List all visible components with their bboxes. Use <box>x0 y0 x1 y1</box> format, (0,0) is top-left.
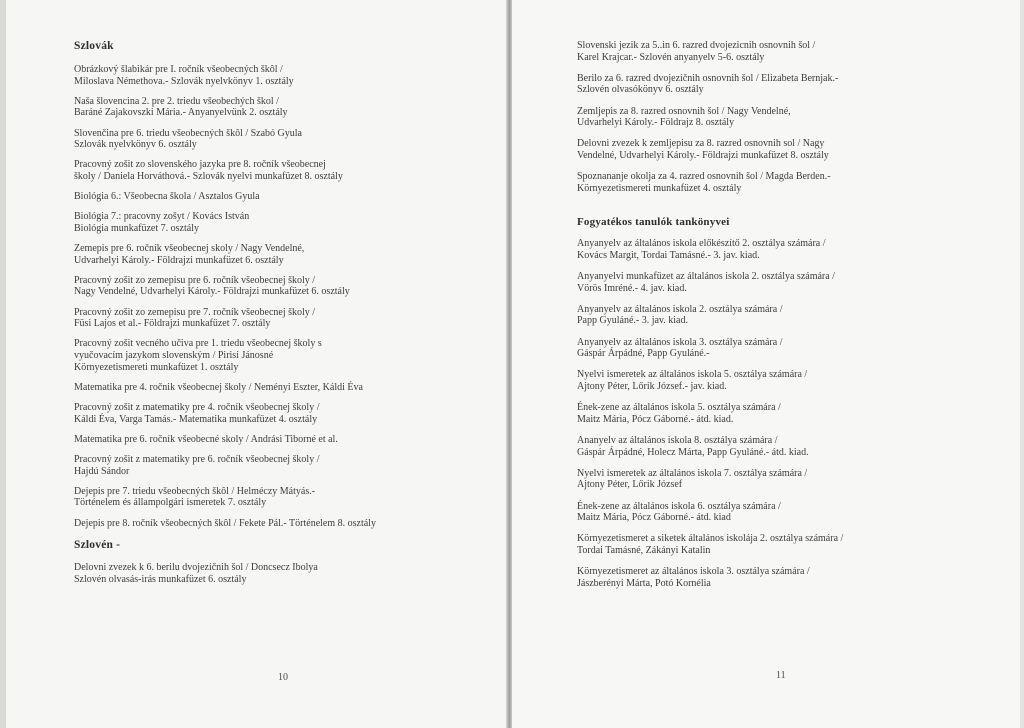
bibliography-entry <box>74 96 474 119</box>
entry-line: Pracovný zošit z matematiky pre 4. ročník všeobecnej školy / <box>74 402 320 413</box>
entry-line: Udvarhelyi Károly.- Földrajzi munkafüzet 6. osztály <box>74 254 284 266</box>
entry-line: školy / Daniela Horváthová.- Szlovák nyelvi munkafüzet 8. osztály <box>74 170 343 182</box>
entry-line: Tordai Tamásné, Zákányi Katalin <box>577 544 711 556</box>
left-sub-entry-list <box>74 562 474 585</box>
entry-line: Anyanyelv az általános iskola előkészítő 2. osztálya számára / <box>577 238 826 250</box>
entry-line: Udvarhelyi Károly.- Földrajz 8. osztály <box>577 117 735 129</box>
entry-line: Obrázkový šlabikár pre I. ročník všeobecných škôl / <box>74 64 283 75</box>
entry-line: Dejepis pre 8. ročník všeobecných škôl / Fekete Pál.- Történelem 8. osztály <box>74 517 376 529</box>
bibliography-entry <box>74 562 474 585</box>
entry-line: Anyanyelv az általános iskola 3. osztálya számára / <box>577 336 783 348</box>
entry-line: Nyelvi ismeretek az általános iskola 7. osztálya számára / <box>577 467 808 479</box>
entry-line: Pracovný zošit zo zemepisu pre 7. ročník všeobecnej školy / <box>74 306 316 318</box>
entry-line: Környezetismeret az általános iskola 3. osztálya számára / <box>577 566 810 578</box>
entry-line: Ananyelv az általános iskola 8. osztálya számára / <box>577 435 778 446</box>
bibliography-entry <box>577 138 987 161</box>
page-number-right: 11 <box>776 670 786 681</box>
entry-line: Gáspár Árpádné, Papp Gyuláné.- <box>577 348 710 360</box>
bibliography-entry <box>74 454 474 477</box>
bibliography-entry <box>577 435 987 458</box>
entry-line: vyučovacím jazykom slovenským / Pirisi Jánosné <box>74 350 274 362</box>
bibliography-entry <box>74 159 474 182</box>
entry-line: Szlovén olvasókönyv 6. osztály <box>577 84 704 96</box>
right-page <box>512 0 1020 728</box>
entry-line: Zemepis pre 6. ročník všeobecnej skoly / Nagy Vendelné, <box>74 243 305 255</box>
entry-line: Pracovný zošit z matematiky pre 6. ročník všeobecnej školy / <box>74 453 320 465</box>
bibliography-entry <box>74 64 474 87</box>
bibliography-entry <box>577 271 987 294</box>
bibliography-entry <box>577 40 987 63</box>
bibliography-entry <box>74 518 474 530</box>
entry-line: Berilo za 6. razred dvojezičnih osnovnih šol / Elizabeta Bernjak.- <box>577 72 839 84</box>
entry-line: Környezetismereti munkafüzet 4. osztály <box>577 182 742 194</box>
bibliography-entry <box>74 211 474 234</box>
bibliography-entry <box>74 434 474 446</box>
bibliography-entry <box>577 369 987 392</box>
entry-line: Biológia 7.: pracovny zošyt / Kovács István <box>74 211 250 223</box>
bibliography-entry <box>577 468 987 491</box>
entry-line: Gáspár Árpádné, Holecz Márta, Papp Gyuláné.- átd. kiad. <box>577 446 809 458</box>
entry-line: Szlovén olvasás-irás munkafüzet 6. osztály <box>74 573 247 585</box>
entry-line: Hajdú Sándor <box>74 465 130 477</box>
bibliography-entry <box>74 402 474 425</box>
bibliography-entry <box>577 106 987 129</box>
entry-line: Történelem és állampolgári ismeretek 7. osztály <box>74 497 267 509</box>
entry-line: Környezetismereti munkafüzet 1. osztály <box>74 361 239 373</box>
entry-line: Vendelné, Udvarhelyi Károly.- Földrajzi munkafüzet 8. osztály <box>577 149 829 161</box>
entry-line: Maitz Mária, Pócz Gáborné.- átd. kiad. <box>577 413 734 425</box>
entry-line: Baráné Zajakovszki Mária.- Anyanyelvünk 2. osztály <box>74 107 288 119</box>
entry-line: Slovenski jezik za 5..in 6. razred dvojezicnih osnovnih šol / <box>577 40 816 51</box>
left-entry-list <box>74 64 474 529</box>
entry-line: Slovenčina pre 6. triedu všeobecných škôl / Szabó Gyula <box>74 127 302 139</box>
entry-line: Maitz Mária, Pócz Gáborné.- átd. kiad <box>577 512 731 524</box>
entry-line: Környezetismeret a siketek általános iskolája 2. osztálya számára / <box>577 533 844 545</box>
bibliography-entry <box>577 73 987 96</box>
entry-line: Karel Krajcar.- Szlovén anyanyelv 5-6. osztály <box>577 51 765 63</box>
entry-line: Káldi Éva, Varga Tamás.- Matematika munkafüzet 4. osztály <box>74 413 318 425</box>
entry-line: Vörös Imréné.- 4. jav. kiad. <box>577 282 687 294</box>
bibliography-entry <box>577 402 987 425</box>
left-page <box>6 0 508 728</box>
left-column <box>74 40 474 594</box>
bibliography-entry <box>577 171 987 194</box>
entry-line: Ének-zene az általános iskola 5. osztálya számára / <box>577 402 781 414</box>
bibliography-entry <box>74 307 474 330</box>
entry-line: Nagy Vendelné, Udvarhelyi Károly.- Földrajzi munkafüzet 6. osztály <box>74 286 350 298</box>
entry-line: Biológia 6.: Všeobecna škola / Asztalos Gyula <box>74 191 260 203</box>
entry-line: Miloslava Némethova.- Szlovák nyelvkönyv 1. osztály <box>74 75 294 87</box>
entry-line: Anyanyelv az általános iskola 2. osztálya számára / <box>577 303 783 315</box>
right-sub-entry-list <box>577 238 987 589</box>
entry-line: Matematika pre 6. ročník všeobecné skoly / Andrási Tiborné et al. <box>74 433 338 445</box>
right-entry-list <box>577 40 987 194</box>
entry-line: Spoznananje okolja za 4. razred osnovnih šol / Magda Berden.- <box>577 171 831 183</box>
bibliography-entry <box>74 338 474 373</box>
section-heading-slovak: Szlovák <box>74 40 114 52</box>
bibliography-entry <box>74 191 474 203</box>
entry-line: Anyanyelvi munkafüzet az általános iskola 2. osztálya számára / <box>577 271 835 283</box>
entry-line: Delovni zvezek k zemljepisu za 8. razred osnovnih sol / Nagy <box>577 138 825 150</box>
page-edge-right <box>1020 0 1024 728</box>
entry-line: Pracovný zošit vecného učiva pre 1. triedu všeobecnej školy s <box>74 338 322 350</box>
bibliography-entry <box>577 501 987 524</box>
section-heading-slovenian: Szlovén - <box>74 539 121 552</box>
bibliography-entry <box>74 486 474 509</box>
bibliography-entry <box>74 275 474 298</box>
entry-line: Kovács Margit, Tordai Tamásné.- 3. jav. kiad. <box>577 249 760 261</box>
bibliography-entry <box>577 533 987 556</box>
entry-line: Nyelvi ismeretek az általános iskola 5. osztálya számára / <box>577 369 808 381</box>
entry-line: Pracovný zošit zo slovenského jazyka pre 8. ročník všeobecnej <box>74 159 326 171</box>
entry-line: Delovni zvezek k 6. berilu dvojezičnih šol / Doncsecz Ibolya <box>74 562 318 574</box>
bibliography-entry <box>577 337 987 360</box>
entry-line: Naša šlovencina 2. pre 2. triedu všeobechých škol / <box>74 95 279 107</box>
bibliography-entry <box>577 238 987 261</box>
entry-line: Jászberényi Márta, Potó Kornélia <box>577 577 711 589</box>
entry-line: Füsi Lajos et al.- Földrajzi munkafüzet 7. osztály <box>74 318 271 330</box>
right-column <box>577 40 987 599</box>
entry-line: Ének-zene az általános iskola 6. osztálya számára / <box>577 500 781 512</box>
bibliography-entry <box>74 243 474 266</box>
page-number-left: 10 <box>278 672 288 683</box>
entry-line: Pracovný zošit zo zemepisu pre 6. ročník všeobecnej školy / <box>74 274 316 286</box>
entry-line: Papp Gyuláné.- 3. jav. kiad. <box>577 315 688 327</box>
bibliography-entry <box>74 382 474 394</box>
entry-line: Szlovák nyelvkönyv 6. osztály <box>74 139 197 151</box>
entry-line: Dejepis pre 7. triedu všeobecných škôl / Helméczy Mátyás.- <box>74 485 316 497</box>
entry-line: Zemljepis za 8. razred osnovnih šol / Nagy Vendelné, <box>577 105 791 117</box>
entry-line: Ajtony Péter, Lőrik József.- jav. kiad. <box>577 381 727 393</box>
bibliography-entry <box>577 304 987 327</box>
entry-line: Ajtony Péter, Lőrik József <box>577 479 683 491</box>
bibliography-entry <box>74 128 474 151</box>
entry-line: Biológia munkafüzet 7. osztály <box>74 222 199 234</box>
section-heading-special-needs: Fogyatékos tanulók tankönyvei <box>577 216 730 229</box>
bibliography-entry <box>577 566 987 589</box>
entry-line: Matematika pre 4. ročnik všeobecnej školy / Neményi Eszter, Káldi Éva <box>74 381 363 393</box>
